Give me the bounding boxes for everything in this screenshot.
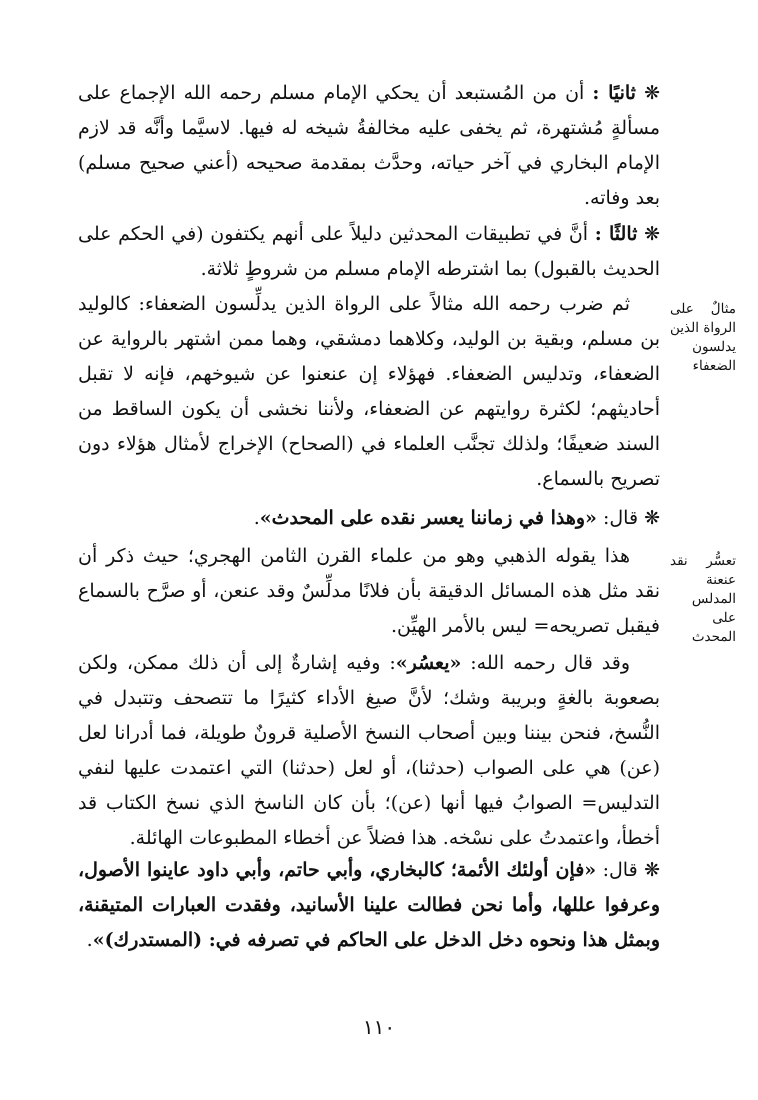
- quote-prefix: قال:: [596, 507, 645, 529]
- paragraph-pre: وقد قال رحمه الله:: [461, 652, 630, 674]
- point-label: ثالثًا :: [594, 223, 638, 245]
- paragraph-mudallis-example: [78, 287, 660, 497]
- quote-suffix: .: [86, 929, 93, 951]
- quote-text: «يعسُر»: [395, 652, 462, 674]
- paragraph-text: أن من المُستبعد أن يحكي الإمام مسلم رحمه الله الإجماع على مسألةٍ مُشتهرة، ثم يخفى عليه مخالفةُ شيخه له فيها. لاسيَّما وأنَّه قد لازم الإمام البخاري في آخر حياته، وحدَّث بمقدمة صحيحه (أعني صحيح مسلم) بعد وفاته.: [78, 82, 660, 209]
- margin-note-difficulty: تعسُّر نقد عنعنة المدلس على المحدث: [670, 553, 736, 645]
- paragraph-text: أنَّ في تطبيقات المحدثين دليلاً على أنهم يكتفون (في الحكم على الحديث بالقبول) بما اشترطه الإمام مسلم من شروطٍ ثلاثة.: [78, 223, 660, 280]
- quote-prefix: قال:: [596, 859, 645, 881]
- page-number: ١١٠: [362, 1015, 396, 1039]
- paragraph-quote-dhahabi: [78, 501, 660, 536]
- quote-text: «فإن أولئك الأئمة؛ كالبخاري، وأبي حاتم، وأبي داود عاينوا الأصول، وعرفوا عللها، وأما نحن فطالت علينا الأسانيد، وفقدت العبارات المتيقنة، وبمثل هذا ونحوه دخل الدخل على الحاكم في تصرفه في: (المستدرك)»: [78, 859, 660, 951]
- paragraph-text: هذا يقوله الذهبي وهو من علماء القرن الثامن الهجري؛ حيث ذكر أن نقد مثل هذه المسائل الدقيقة بأن فلانًا مدلِّسٌ وقد عنعن، أو صرَّح بالسماع فيقبل تصريحه= ليس بالأمر الهيِّن.: [78, 545, 660, 637]
- paragraph-final-quote: [78, 853, 660, 958]
- star-bullet: ❋: [644, 82, 660, 104]
- paragraph-third-point: [78, 217, 660, 287]
- paragraph-second-point: [78, 76, 660, 216]
- star-bullet: ❋: [644, 223, 660, 245]
- paragraph-text: ثم ضرب رحمه الله مثالاً على الرواة الذين يدلِّسون الضعفاء: كالوليد بن مسلم، وبقية بن الوليد، وكلاهما دمشقي، وهما ممن اشتهر بالرواية عن الضعفاء، وتدليس الضعفاء. فهؤلاء إن عنعنوا عن شيوخهم، فإنه لا تقبل أحاديثهم؛ لكثرة روايتهم عن الضعفاء، ولأننا نخشى أن يكون الساقط من السند ضعيفًا؛ ولذلك تجنَّب العلماء في (الصحاح) الإخراج لأمثال هؤلاء دون تصريح بالسماع.: [78, 293, 660, 490]
- star-bullet: ❋: [644, 507, 660, 529]
- quote-suffix: .: [253, 507, 260, 529]
- margin-note-example: مثالٌ على الرواة الذين يدلسون الضعفاء: [670, 301, 736, 374]
- paragraph-dhahabi-comment: [78, 539, 660, 644]
- quote-text: «وهذا في زماننا يعسر نقده على المحدث»: [259, 507, 597, 529]
- point-label: ثانيًا :: [592, 82, 636, 104]
- paragraph-text: : وفيه إشارةٌ إلى أن ذلك ممكن، ولكن بصعوبة بالغةٍ وبريبة وشك؛ لأنَّ صيغ الأداء كثيرًا ما تتصحف وتتبدل في النُّسخ، فنحن بيننا وبين أصحاب النسخ الأصلية قرونٌ طويلة، فما أدرانا لعل (عن) هي على الصواب (حدثنا)، أو لعل (حدثنا) التي اعتمدت عليها لنفي التدليس= الصوابُ فيها أنها (عن)؛ بأن كان الناسخ الذي نسخ الكتاب قد أخطأ، واعتمدتُ على نسْخه. هذا فضلاً عن أخطاء المطبوعات الهائلة.: [78, 652, 661, 849]
- star-bullet: ❋: [644, 859, 660, 881]
- paragraph-yasur: [78, 646, 660, 856]
